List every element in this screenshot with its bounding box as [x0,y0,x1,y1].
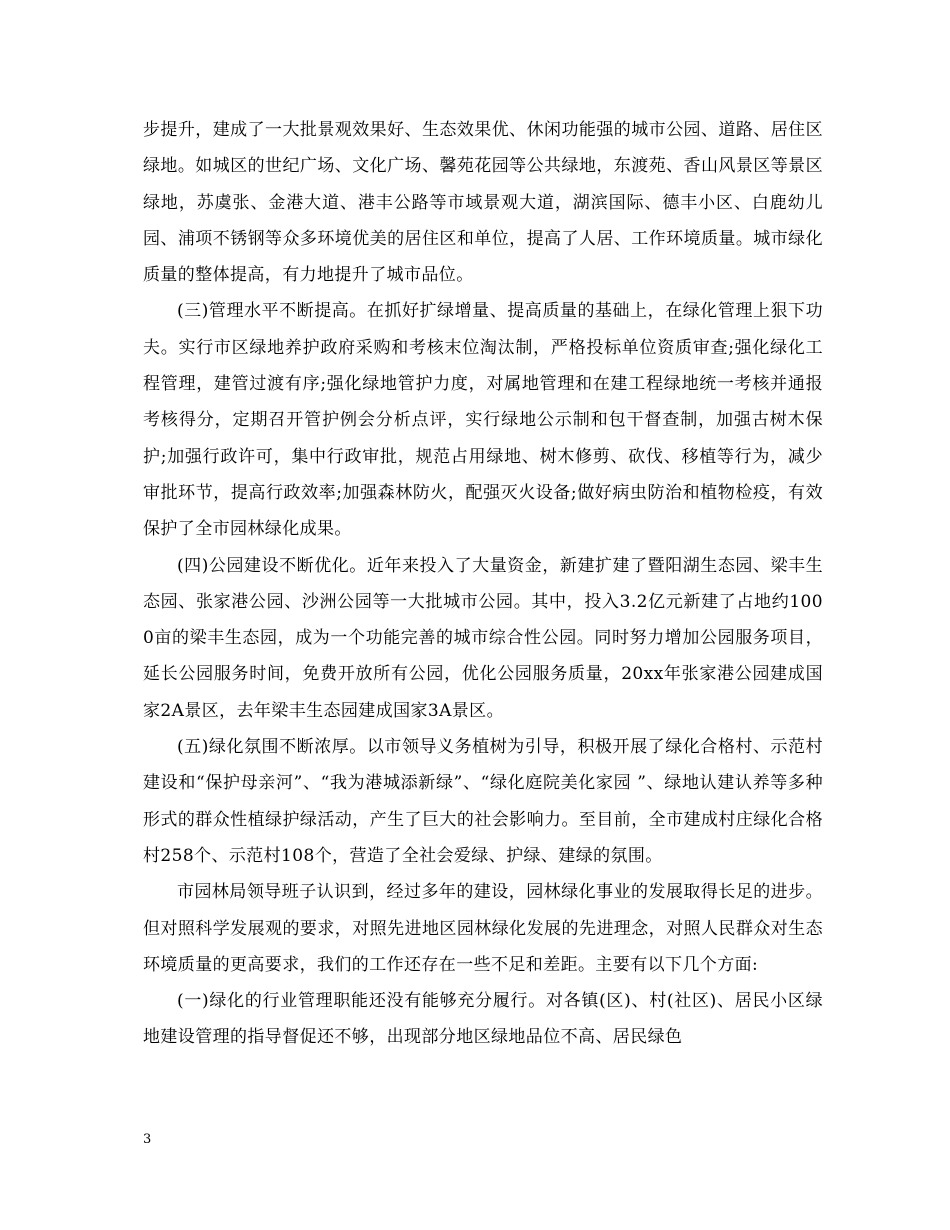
paragraph-greening-atmosphere: (五)绿化氛围不断浓厚。以市领导义务植树为引导，积极开展了绿化合格村、示范村建设和“保护母亲河”、“我为港城添新绿”、“绿化庭院美化家园 ”、绿地认建认养等多种形式的群众性植绿护绿活动，产生了巨大的社会影响力。至目前，全市建成村庄绿化合格村258个、示范村108个，营造了全社会爱绿、护绿、建绿的氛围。 [143,737,823,866]
paragraph-park-construction: (四)公园建设不断优化。近年来投入了大量资金，新建扩建了暨阳湖生态园、梁丰生态园、张家港公园、沙洲公园等一大批城市公园。其中，投入3.2亿元新建了占地约1000亩的梁丰生态园，成为一个功能完善的城市综合性公园。同时努力增加公园服务项目，延长公园服务时间，免费开放所有公园，优化公园服务质量，20xx年张家港公园建成国家2A景区，去年梁丰生态园建成国家3A景区。 [143,555,823,721]
paragraph-shortcomings-intro: 市园林局领导班子认识到，经过多年的建设，园林绿化事业的发展取得长足的进步。但对照科学发展观的要求，对照先进地区园林绿化发展的先进理念，对照人民群众对生态环境质量的更高要求，我们的工作还存在一些不足和差距。主要有以下几个方面: [143,882,823,975]
page-number: 3 [143,1132,152,1147]
document-body [143,112,823,1056]
paragraph-industry-management: (一)绿化的行业管理职能还没有能够充分履行。对各镇(区)、村(社区)、居民小区绿地建设管理的指导督促还不够，出现部分地区绿地品位不高、居民绿色 [143,991,823,1048]
paragraph-management-level: (三)管理水平不断提高。在抓好扩绿增量、提高质量的基础上，在绿化管理上狠下功夫。实行市区绿地养护政府采购和考核末位淘汰制，严格投标单位资质审查;强化绿化工程管理，建管过渡有序;强化绿地管护力度，对属地管理和在建工程绿地统一考核并通报考核得分，定期召开管护例会分析点评，实行绿地公示制和包干督查制，加强古树木保护;加强行政许可，集中行政审批，规范占用绿地、树木修剪、砍伐、移植等行为，减少审批环节，提高行政效率;加强森林防火，配强灭火设备;做好病虫防治和植物检疫，有效保护了全市园林绿化成果。 [143,301,823,540]
paragraph-continuation: 步提升，建成了一大批景观效果好、生态效果优、休闲功能强的城市公园、道路、居住区绿地。如城区的世纪广场、文化广场、馨苑花园等公共绿地，东渡苑、香山风景区等景区绿地，苏虞张、金港大道、港丰公路等市域景观大道，湖滨国际、德丰小区、白鹿幼儿园、浦项不锈钢等众多环境优美的居住区和单位，提高了人居、工作环境质量。城市绿化质量的整体提高，有力地提升了城市品位。 [143,120,823,286]
